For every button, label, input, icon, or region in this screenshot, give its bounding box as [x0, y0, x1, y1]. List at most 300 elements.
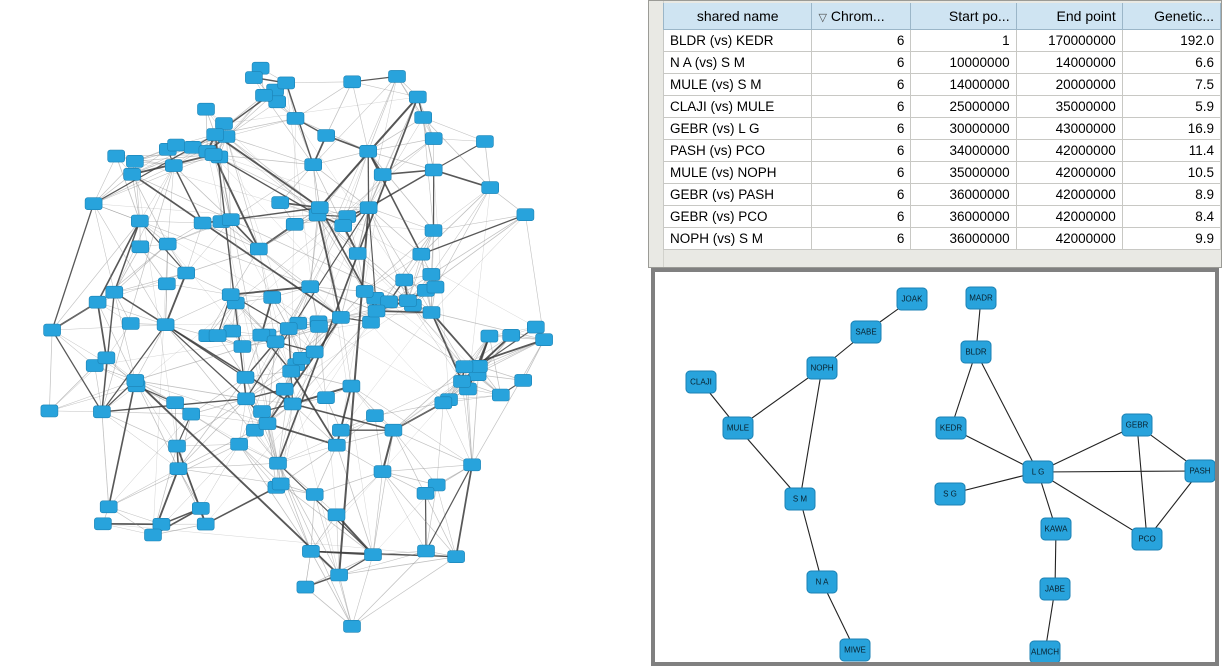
- main-node-shape[interactable]: [41, 405, 58, 417]
- cell-start-point[interactable]: 25000000: [911, 96, 1016, 118]
- sub-network-edge[interactable]: [1137, 425, 1147, 539]
- main-network-node[interactable]: [344, 76, 361, 88]
- main-node-shape[interactable]: [517, 209, 534, 221]
- main-network-node[interactable]: [167, 397, 184, 409]
- main-network-node[interactable]: [178, 267, 195, 279]
- main-network-node[interactable]: [306, 346, 323, 358]
- main-node-shape[interactable]: [170, 463, 187, 475]
- main-network-node[interactable]: [259, 418, 276, 430]
- main-network-node[interactable]: [272, 478, 289, 490]
- main-node-shape[interactable]: [272, 197, 289, 209]
- main-network-edge[interactable]: [369, 118, 424, 208]
- main-node-shape[interactable]: [168, 139, 185, 151]
- main-node-shape[interactable]: [256, 89, 273, 101]
- main-node-shape[interactable]: [126, 155, 143, 167]
- main-node-shape[interactable]: [396, 274, 413, 286]
- main-network-edge[interactable]: [393, 430, 472, 465]
- cell-shared-name[interactable]: BLDR (vs) KEDR: [664, 30, 812, 52]
- main-network-node[interactable]: [332, 424, 349, 436]
- main-network-node[interactable]: [415, 112, 432, 124]
- main-node-shape[interactable]: [306, 489, 323, 501]
- main-node-shape[interactable]: [157, 319, 174, 331]
- cell-end-point[interactable]: 170000000: [1016, 30, 1122, 52]
- main-network-node[interactable]: [276, 383, 293, 395]
- sub-network-nodes[interactable]: [686, 287, 1215, 662]
- main-node-shape[interactable]: [276, 383, 293, 395]
- main-network-node[interactable]: [409, 91, 426, 103]
- main-network-node[interactable]: [332, 311, 349, 323]
- sub-network-node[interactable]: [686, 371, 716, 393]
- main-network-edge[interactable]: [352, 82, 368, 152]
- cell-shared-name[interactable]: NOPH (vs) S M: [664, 228, 812, 250]
- main-node-shape[interactable]: [302, 281, 319, 293]
- main-node-shape[interactable]: [209, 330, 226, 342]
- main-node-shape[interactable]: [415, 112, 432, 124]
- main-network-node[interactable]: [250, 243, 267, 255]
- main-network-node[interactable]: [267, 336, 284, 348]
- main-node-shape[interactable]: [165, 160, 182, 172]
- table-row[interactable]: [664, 118, 1221, 140]
- main-node-shape[interactable]: [344, 76, 361, 88]
- main-network-edge[interactable]: [94, 161, 135, 203]
- sub-node-shape[interactable]: [785, 488, 815, 510]
- main-node-shape[interactable]: [297, 581, 314, 593]
- main-node-shape[interactable]: [259, 418, 276, 430]
- main-network-node[interactable]: [169, 440, 186, 452]
- main-network-node[interactable]: [349, 248, 366, 260]
- main-network-node[interactable]: [482, 182, 499, 194]
- main-node-shape[interactable]: [302, 545, 319, 557]
- cell-end-point[interactable]: 42000000: [1016, 206, 1122, 228]
- sub-node-shape[interactable]: [1041, 518, 1071, 540]
- main-node-shape[interactable]: [360, 202, 377, 214]
- main-network-node[interactable]: [132, 241, 149, 253]
- results-table[interactable]: [663, 3, 1221, 250]
- main-node-shape[interactable]: [306, 346, 323, 358]
- sub-network-edge[interactable]: [1038, 471, 1200, 472]
- main-network-edge[interactable]: [278, 445, 337, 463]
- sub-network-node[interactable]: [936, 417, 966, 439]
- main-node-shape[interactable]: [108, 150, 125, 162]
- cell-start-point[interactable]: 1: [911, 30, 1016, 52]
- main-node-shape[interactable]: [158, 278, 175, 290]
- sub-node-shape[interactable]: [1185, 460, 1215, 482]
- main-network-edge[interactable]: [114, 221, 140, 292]
- main-network-node[interactable]: [278, 77, 295, 89]
- cell-end-point[interactable]: 42000000: [1016, 184, 1122, 206]
- table-body[interactable]: [664, 30, 1221, 250]
- sub-network-node[interactable]: [966, 287, 996, 309]
- main-node-shape[interactable]: [122, 318, 139, 330]
- main-network-node[interactable]: [454, 375, 471, 387]
- main-network-node[interactable]: [368, 305, 385, 317]
- main-network-node[interactable]: [245, 72, 262, 84]
- table-row[interactable]: [664, 140, 1221, 162]
- main-network-node[interactable]: [536, 334, 553, 346]
- cell-chromosome[interactable]: 6: [812, 228, 911, 250]
- main-node-shape[interactable]: [331, 569, 348, 581]
- column-header-shared-name[interactable]: [664, 3, 812, 30]
- cell-chromosome[interactable]: 6: [812, 74, 911, 96]
- main-network-node[interactable]: [389, 70, 406, 82]
- main-network-node[interactable]: [153, 518, 170, 530]
- sub-network-node[interactable]: [1030, 641, 1060, 662]
- main-node-shape[interactable]: [194, 217, 211, 229]
- cell-start-point[interactable]: 36000000: [911, 184, 1016, 206]
- main-node-shape[interactable]: [198, 103, 215, 115]
- main-node-shape[interactable]: [234, 341, 251, 353]
- main-network-node[interactable]: [464, 459, 481, 471]
- main-network-edge[interactable]: [94, 204, 115, 293]
- cell-start-point[interactable]: 35000000: [911, 162, 1016, 184]
- sub-network-node[interactable]: [1040, 578, 1070, 600]
- main-network-node[interactable]: [425, 225, 442, 237]
- sub-network-panel[interactable]: [651, 268, 1219, 666]
- sub-node-shape[interactable]: [1122, 414, 1152, 436]
- main-node-shape[interactable]: [245, 72, 262, 84]
- main-node-shape[interactable]: [278, 77, 295, 89]
- table-row[interactable]: [664, 96, 1221, 118]
- main-network-edge[interactable]: [432, 313, 479, 367]
- main-network-edge[interactable]: [368, 151, 433, 230]
- sub-network-node[interactable]: [807, 571, 837, 593]
- main-network-node[interactable]: [423, 307, 440, 319]
- main-node-shape[interactable]: [132, 241, 149, 253]
- sub-network-node[interactable]: [723, 417, 753, 439]
- main-node-shape[interactable]: [44, 324, 61, 336]
- main-network-edge[interactable]: [177, 444, 239, 446]
- sub-node-shape[interactable]: [935, 483, 965, 505]
- main-network-edge[interactable]: [224, 97, 418, 124]
- main-node-shape[interactable]: [409, 91, 426, 103]
- cell-end-point[interactable]: 43000000: [1016, 118, 1122, 140]
- main-network-edge[interactable]: [432, 313, 465, 367]
- table-row[interactable]: [664, 52, 1221, 74]
- cell-genetic[interactable]: 192.0: [1122, 30, 1220, 52]
- sub-network-node[interactable]: [897, 288, 927, 310]
- main-network-node[interactable]: [302, 545, 319, 557]
- sub-network-node[interactable]: [851, 321, 881, 343]
- main-network-node[interactable]: [311, 320, 328, 332]
- main-network-node[interactable]: [280, 323, 297, 335]
- main-node-shape[interactable]: [287, 112, 304, 124]
- main-node-shape[interactable]: [231, 438, 248, 450]
- main-node-shape[interactable]: [368, 305, 385, 317]
- cell-genetic[interactable]: 10.5: [1122, 162, 1220, 184]
- cell-end-point[interactable]: 35000000: [1016, 96, 1122, 118]
- main-network-edge[interactable]: [436, 188, 491, 288]
- main-network-edge[interactable]: [114, 292, 135, 380]
- cell-start-point[interactable]: 36000000: [911, 228, 1016, 250]
- main-network-node[interactable]: [448, 551, 465, 563]
- sub-node-shape[interactable]: [1030, 641, 1060, 662]
- main-network-node[interactable]: [145, 529, 162, 541]
- main-node-shape[interactable]: [178, 267, 195, 279]
- main-network-edge[interactable]: [434, 188, 491, 231]
- main-network-edge[interactable]: [315, 472, 383, 495]
- column-header-chromosome[interactable]: [812, 3, 911, 30]
- cell-chromosome[interactable]: 6: [812, 96, 911, 118]
- cell-chromosome[interactable]: 6: [812, 52, 911, 74]
- main-node-shape[interactable]: [344, 620, 361, 632]
- main-network-node[interactable]: [165, 160, 182, 172]
- main-node-shape[interactable]: [425, 164, 442, 176]
- main-network-node[interactable]: [527, 321, 544, 333]
- cell-start-point[interactable]: 10000000: [911, 52, 1016, 74]
- cell-chromosome[interactable]: 6: [812, 206, 911, 228]
- main-network-edge[interactable]: [52, 330, 135, 380]
- main-network-node[interactable]: [198, 103, 215, 115]
- main-network-node[interactable]: [192, 502, 209, 514]
- main-network-node[interactable]: [503, 329, 520, 341]
- main-network-node[interactable]: [344, 620, 361, 632]
- main-node-shape[interactable]: [332, 311, 349, 323]
- main-network-node[interactable]: [270, 457, 287, 469]
- main-network-node[interactable]: [234, 341, 251, 353]
- column-header-start-point[interactable]: [911, 3, 1016, 30]
- main-network-edge[interactable]: [368, 76, 397, 151]
- main-network-node[interactable]: [85, 198, 102, 210]
- main-network-node[interactable]: [515, 374, 532, 386]
- cell-end-point[interactable]: 14000000: [1016, 52, 1122, 74]
- main-network-node[interactable]: [41, 405, 58, 417]
- main-node-shape[interactable]: [159, 238, 176, 250]
- main-network-edge[interactable]: [485, 142, 490, 188]
- main-node-shape[interactable]: [305, 159, 322, 171]
- main-network-node[interactable]: [284, 398, 301, 410]
- main-network-edge[interactable]: [369, 208, 422, 255]
- main-node-shape[interactable]: [536, 334, 553, 346]
- sub-node-shape[interactable]: [807, 571, 837, 593]
- main-network-node[interactable]: [335, 220, 352, 232]
- main-network-node[interactable]: [328, 439, 345, 451]
- main-network-edge[interactable]: [341, 317, 352, 386]
- main-network-node[interactable]: [216, 118, 233, 130]
- main-node-shape[interactable]: [145, 529, 162, 541]
- main-network-node[interactable]: [318, 130, 335, 142]
- main-network-node[interactable]: [492, 389, 509, 401]
- main-network-node[interactable]: [238, 393, 255, 405]
- cell-end-point[interactable]: 42000000: [1016, 140, 1122, 162]
- sub-network-node[interactable]: [1041, 518, 1071, 540]
- main-node-shape[interactable]: [205, 149, 222, 161]
- main-network-node[interactable]: [286, 218, 303, 230]
- table-row[interactable]: [664, 74, 1221, 96]
- main-network-node[interactable]: [209, 330, 226, 342]
- main-node-shape[interactable]: [124, 168, 141, 180]
- main-node-shape[interactable]: [515, 374, 532, 386]
- main-network-node[interactable]: [385, 424, 402, 436]
- cell-end-point[interactable]: 20000000: [1016, 74, 1122, 96]
- main-network-edge[interactable]: [132, 174, 431, 312]
- main-node-shape[interactable]: [423, 268, 440, 280]
- main-network-node[interactable]: [374, 169, 391, 181]
- main-network-node[interactable]: [435, 397, 452, 409]
- main-node-shape[interactable]: [418, 545, 435, 557]
- main-node-shape[interactable]: [328, 509, 345, 521]
- main-network-node[interactable]: [122, 318, 139, 330]
- main-network-node[interactable]: [256, 89, 273, 101]
- table-row[interactable]: [664, 184, 1221, 206]
- main-network-edge[interactable]: [373, 472, 383, 555]
- main-network-node[interactable]: [89, 296, 106, 308]
- main-network-edge[interactable]: [434, 215, 526, 231]
- cell-shared-name[interactable]: MULE (vs) NOPH: [664, 162, 812, 184]
- main-node-shape[interactable]: [413, 248, 430, 260]
- main-node-shape[interactable]: [366, 410, 383, 422]
- main-node-shape[interactable]: [374, 466, 391, 478]
- main-network-edge[interactable]: [49, 330, 52, 411]
- main-node-shape[interactable]: [425, 133, 442, 145]
- main-node-shape[interactable]: [237, 371, 254, 383]
- main-node-shape[interactable]: [448, 551, 465, 563]
- main-node-shape[interactable]: [167, 397, 184, 409]
- cell-start-point[interactable]: 14000000: [911, 74, 1016, 96]
- main-node-shape[interactable]: [385, 424, 402, 436]
- main-network-edge[interactable]: [281, 484, 373, 555]
- main-network-node[interactable]: [287, 112, 304, 124]
- main-node-shape[interactable]: [169, 440, 186, 452]
- main-network-node[interactable]: [374, 466, 391, 478]
- cell-start-point[interactable]: 34000000: [911, 140, 1016, 162]
- main-node-shape[interactable]: [423, 307, 440, 319]
- cell-end-point[interactable]: 42000000: [1016, 228, 1122, 250]
- main-node-shape[interactable]: [318, 392, 335, 404]
- table-row[interactable]: [664, 30, 1221, 52]
- main-network-node[interactable]: [481, 330, 498, 342]
- main-node-shape[interactable]: [349, 248, 366, 260]
- main-network-node[interactable]: [423, 268, 440, 280]
- main-node-shape[interactable]: [280, 323, 297, 335]
- cell-shared-name[interactable]: CLAJI (vs) MULE: [664, 96, 812, 118]
- sub-network-canvas[interactable]: [655, 272, 1215, 662]
- main-network-node[interactable]: [517, 209, 534, 221]
- sub-network-node[interactable]: [1023, 461, 1053, 483]
- cell-end-point[interactable]: 42000000: [1016, 162, 1122, 184]
- main-node-shape[interactable]: [238, 393, 255, 405]
- sub-network-node[interactable]: [1122, 414, 1152, 436]
- main-network-node[interactable]: [306, 489, 323, 501]
- sub-node-shape[interactable]: [686, 371, 716, 393]
- main-node-shape[interactable]: [503, 329, 520, 341]
- filter-icon[interactable]: ▽: [818, 11, 827, 24]
- main-node-shape[interactable]: [527, 321, 544, 333]
- sub-node-shape[interactable]: [851, 321, 881, 343]
- main-network-edge[interactable]: [215, 135, 317, 215]
- main-node-shape[interactable]: [399, 295, 416, 307]
- main-network-edge[interactable]: [286, 82, 352, 83]
- main-network-edge[interactable]: [102, 325, 166, 412]
- main-network-edge[interactable]: [102, 412, 177, 446]
- main-network-node[interactable]: [264, 291, 281, 303]
- main-node-shape[interactable]: [481, 330, 498, 342]
- main-node-shape[interactable]: [100, 501, 117, 513]
- main-node-shape[interactable]: [311, 202, 328, 214]
- cell-genetic[interactable]: 11.4: [1122, 140, 1220, 162]
- main-node-shape[interactable]: [197, 518, 214, 530]
- main-network-node[interactable]: [417, 487, 434, 499]
- main-network-node[interactable]: [396, 274, 413, 286]
- main-network-edge[interactable]: [393, 430, 436, 485]
- main-node-shape[interactable]: [286, 218, 303, 230]
- cell-genetic[interactable]: 6.6: [1122, 52, 1220, 74]
- main-node-shape[interactable]: [93, 406, 110, 418]
- main-node-shape[interactable]: [363, 316, 380, 328]
- main-network-node[interactable]: [106, 286, 123, 298]
- main-node-shape[interactable]: [192, 502, 209, 514]
- main-network-node[interactable]: [93, 406, 110, 418]
- main-network-edge[interactable]: [278, 463, 311, 551]
- sub-network-edge[interactable]: [976, 352, 1038, 472]
- main-network-node[interactable]: [328, 509, 345, 521]
- main-node-shape[interactable]: [131, 215, 148, 227]
- main-network-node[interactable]: [197, 518, 214, 530]
- main-network-edge[interactable]: [375, 416, 383, 472]
- sub-node-shape[interactable]: [840, 639, 870, 661]
- cell-shared-name[interactable]: GEBR (vs) L G: [664, 118, 812, 140]
- main-network-node[interactable]: [44, 324, 61, 336]
- main-node-shape[interactable]: [284, 398, 301, 410]
- main-node-shape[interactable]: [183, 408, 200, 420]
- main-node-shape[interactable]: [283, 365, 300, 377]
- main-network-edge[interactable]: [167, 284, 231, 295]
- main-network-edge[interactable]: [109, 380, 136, 506]
- main-node-shape[interactable]: [98, 352, 115, 364]
- main-network-node[interactable]: [222, 289, 239, 301]
- main-network-edge[interactable]: [98, 302, 107, 358]
- main-node-shape[interactable]: [417, 487, 434, 499]
- main-network-node[interactable]: [425, 133, 442, 145]
- sub-network-node[interactable]: [785, 488, 815, 510]
- main-network-node[interactable]: [157, 319, 174, 331]
- main-node-shape[interactable]: [270, 457, 287, 469]
- main-node-shape[interactable]: [318, 130, 335, 142]
- main-network-node[interactable]: [427, 281, 444, 293]
- cell-chromosome[interactable]: 6: [812, 140, 911, 162]
- main-network-edge[interactable]: [432, 215, 526, 313]
- main-network-node[interactable]: [366, 410, 383, 422]
- main-node-shape[interactable]: [153, 518, 170, 530]
- cell-genetic[interactable]: 8.4: [1122, 206, 1220, 228]
- sub-network-node[interactable]: [840, 639, 870, 661]
- main-network-node[interactable]: [108, 150, 125, 162]
- main-network-edge[interactable]: [102, 412, 191, 414]
- main-network-edge[interactable]: [140, 221, 203, 223]
- main-network-edge[interactable]: [109, 414, 192, 507]
- cell-genetic[interactable]: 5.9: [1122, 96, 1220, 118]
- main-network-edge[interactable]: [109, 444, 239, 507]
- cell-genetic[interactable]: 8.9: [1122, 184, 1220, 206]
- sub-network-edge[interactable]: [800, 499, 822, 582]
- sub-node-shape[interactable]: [723, 417, 753, 439]
- sub-node-shape[interactable]: [1023, 461, 1053, 483]
- sub-network-node[interactable]: [1132, 528, 1162, 550]
- cell-shared-name[interactable]: PASH (vs) PCO: [664, 140, 812, 162]
- main-network-node[interactable]: [272, 197, 289, 209]
- main-network-node[interactable]: [476, 136, 493, 148]
- main-network-node[interactable]: [158, 278, 175, 290]
- main-network-node[interactable]: [194, 217, 211, 229]
- main-node-shape[interactable]: [267, 336, 284, 348]
- main-network-edge[interactable]: [178, 377, 245, 468]
- main-network-node[interactable]: [127, 374, 144, 386]
- main-network-node[interactable]: [283, 365, 300, 377]
- main-node-shape[interactable]: [427, 281, 444, 293]
- main-network-node[interactable]: [237, 371, 254, 383]
- main-network-node[interactable]: [360, 202, 377, 214]
- main-network-node[interactable]: [159, 238, 176, 250]
- main-node-shape[interactable]: [264, 291, 281, 303]
